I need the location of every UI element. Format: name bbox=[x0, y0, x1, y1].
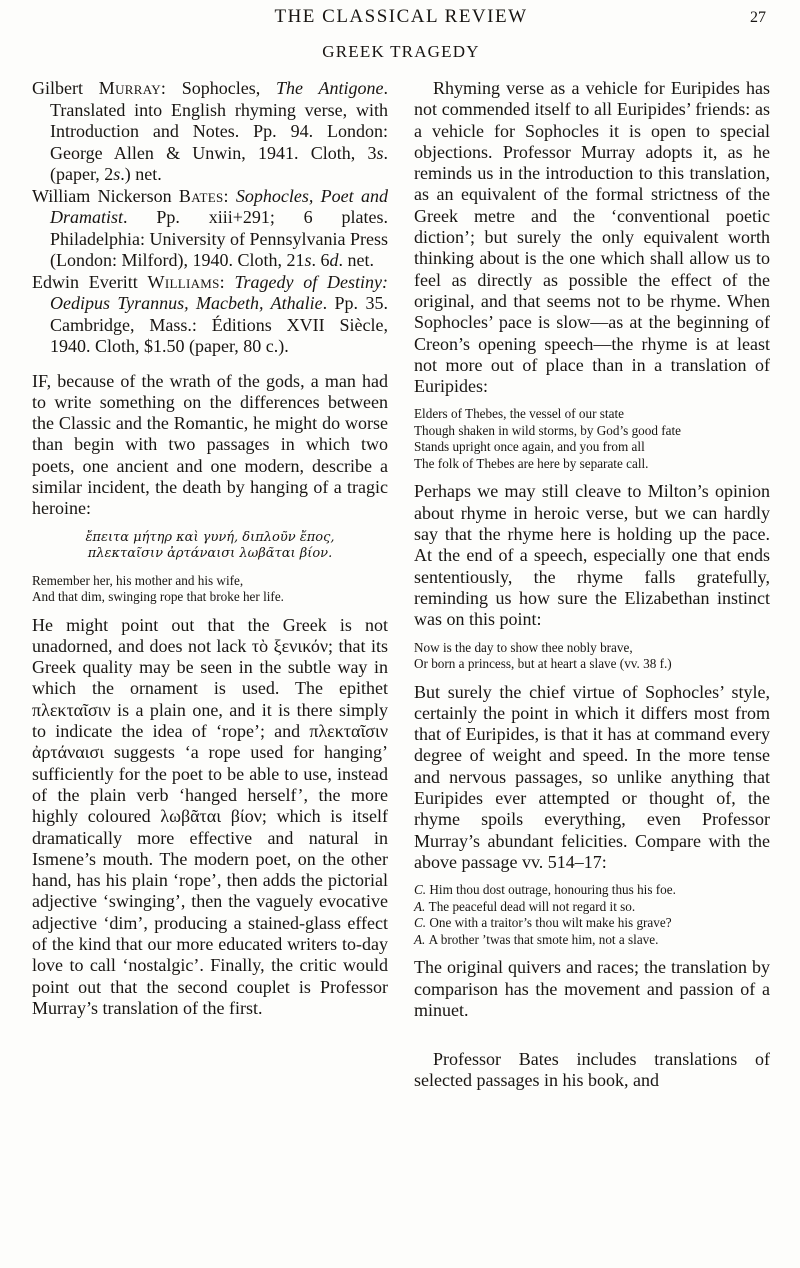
journal-title: THE CLASSICAL REVIEW bbox=[274, 6, 528, 27]
bibliography bbox=[32, 78, 388, 358]
right-column bbox=[414, 78, 770, 1092]
greek-quote bbox=[32, 530, 388, 563]
couplet-line: And that dim, swinging rope that broke her life. bbox=[32, 589, 284, 605]
page-header bbox=[32, 6, 770, 32]
elizabethan-quote bbox=[414, 640, 770, 673]
greek-quote-line: πλεκταῖσιν ἀρτάναισι λωβᾶται βίον. bbox=[87, 546, 333, 562]
bibliography-entry-williams: Edwin Everitt Williams: Tragedy of Destiny: Oedipus Tyrannus, Macbeth, Athalie. Pp. 35. Cambridge, Mass.: Éditions XVII Siècle, 1940. Cloth, $1.50 (paper, 80 c.). bbox=[32, 271, 388, 356]
left-column bbox=[32, 78, 388, 1092]
dialogue-line: A. The peaceful dead will not regard it so. bbox=[414, 898, 636, 914]
verse-line: Though shaken in wild storms, by God’s good fate bbox=[414, 422, 682, 438]
couplet-line: Remember her, his mother and his wife, bbox=[32, 572, 244, 588]
intro-paragraph: IF, because of the wrath of the gods, a man had to write something on the differences between the Classic and the Romantic, he might do worse than begin with two passages in which two poets, one ancient and one modern, describe a similar incident, the death by hanging of a tragic heroine: bbox=[32, 370, 388, 519]
analysis-paragraph: He might point out that the Greek is not unadorned, and does not lack τὸ ξενικόν; that its Greek quality may be seen in the subtle way in which the ornament is used. The epithet πλεκταῖσιν is a plain one, and it is there simply to indicate the idea of ‘rope’; and πλεκταῖσιν ἀρτάναισι suggests ‘a rope used for hanging’ sufficiently for the poet to be able to use, instead of the plain verb ‘hanged herself’, the more highly coloured λωβᾶται βίον; which is itself dramatically more effective and natural in Ismene’s mouth. The modern poet, on the other hand, has his plain ‘rope’, then adds the pictorial adjective ‘swinging’, then the vaguely evocative adjective ‘dim’, producing a stained-glass effect of the kind that our more educated writers to-day love to call ‘nostalgic’. Finally, the critic would point out that the second couplet is Professor Murray’s translation of the first. bbox=[32, 614, 388, 1018]
minuet-paragraph: The original quivers and races; the translation by comparison has the movement and passion of a minuet. bbox=[414, 957, 770, 1020]
creon-speech-quote bbox=[414, 406, 770, 472]
verse-line: Or born a princess, but at heart a slave (vv. 38 f.) bbox=[414, 656, 672, 672]
style-paragraph: But surely the chief virtue of Sophocles’ style, certainly the point in which it differs most from that of Euripides, is that it has at command every degree of weight and speed. In the more tense and nervous passages, so unlike anything that Euripides ever attempted or thought of, the rhyme spoils everything, even Professor Murray’s abundant felicities. Compare with the above passage vv. 514–17: bbox=[414, 681, 770, 872]
bibliography-entry-bates: William Nickerson Bates: Sophocles, Poet and Dramatist. Pp. xiii+291; 6 plates. Philadelphia: University of Pennsylvania Press (London: Milford), 1940. Cloth, 21s. 6d. net. bbox=[32, 185, 388, 270]
verse-line: Elders of Thebes, the vessel of our state bbox=[414, 406, 624, 422]
bibliography-entry-murray: Gilbert Murray: Sophocles, The Antigone. Translated into English rhyming verse, with Introduction and Notes. Pp. 94. London: George Allen & Unwin, 1941. Cloth, 3s. (paper, 2s.) net. bbox=[32, 78, 388, 184]
bates-paragraph: Professor Bates includes translations of selected passages in his book, and bbox=[414, 1049, 770, 1091]
greek-quote-line: ἔπειτα μήτηρ καὶ γυνή, διπλοῦν ἔπος, bbox=[85, 529, 335, 545]
rhyme-paragraph: Rhyming verse as a vehicle for Euripides has not commended itself to all Euripides’ friends: as a vehicle for Sophocles it is open to special objections. Professor Murray adopts it, as he reminds us in the introduction to this translation, as an equivalent of the formal strictness of the Greek metre and the ‘conventional poetic diction’; but surely the only equivalent worth thinking about is the one which shall allow us to feel as directly as possible the effect of the original, and that seems not to be rhyme. When Sophocles’ pace is slow—as at the beginning of Creon’s opening speech—the rhyme is at least not more out of place than in a translation of Euripides: bbox=[414, 78, 770, 397]
verse-line: Now is the day to show thee nobly brave, bbox=[414, 639, 633, 655]
milton-paragraph: Perhaps we may still cleave to Milton’s opinion about rhyme in heroic verse, but we can hardly say that the rhyme here is holding up the pace. At the end of a speech, especially one that ends sententiously, the rhyme falls gratefully, reminding us how sure the Elizabethan instinct was on this point: bbox=[414, 481, 770, 630]
translation-couplet bbox=[32, 573, 388, 606]
dialogue-line: A. A brother ’twas that smote him, not a slave. bbox=[414, 931, 659, 947]
article-title: GREEK TRAGEDY bbox=[322, 42, 480, 61]
two-column-layout bbox=[32, 78, 770, 1092]
verse-line: The folk of Thebes are here by separate call. bbox=[414, 455, 649, 471]
verse-line: Stands upright once again, and you from all bbox=[414, 439, 645, 455]
dialogue-line: C. Him thou dost outrage, honouring thus his foe. bbox=[414, 882, 676, 898]
dialogue-quote bbox=[414, 882, 770, 948]
dialogue-line: C. One with a traitor’s thou wilt make his grave? bbox=[414, 915, 672, 931]
page-number: 27 bbox=[750, 9, 766, 26]
